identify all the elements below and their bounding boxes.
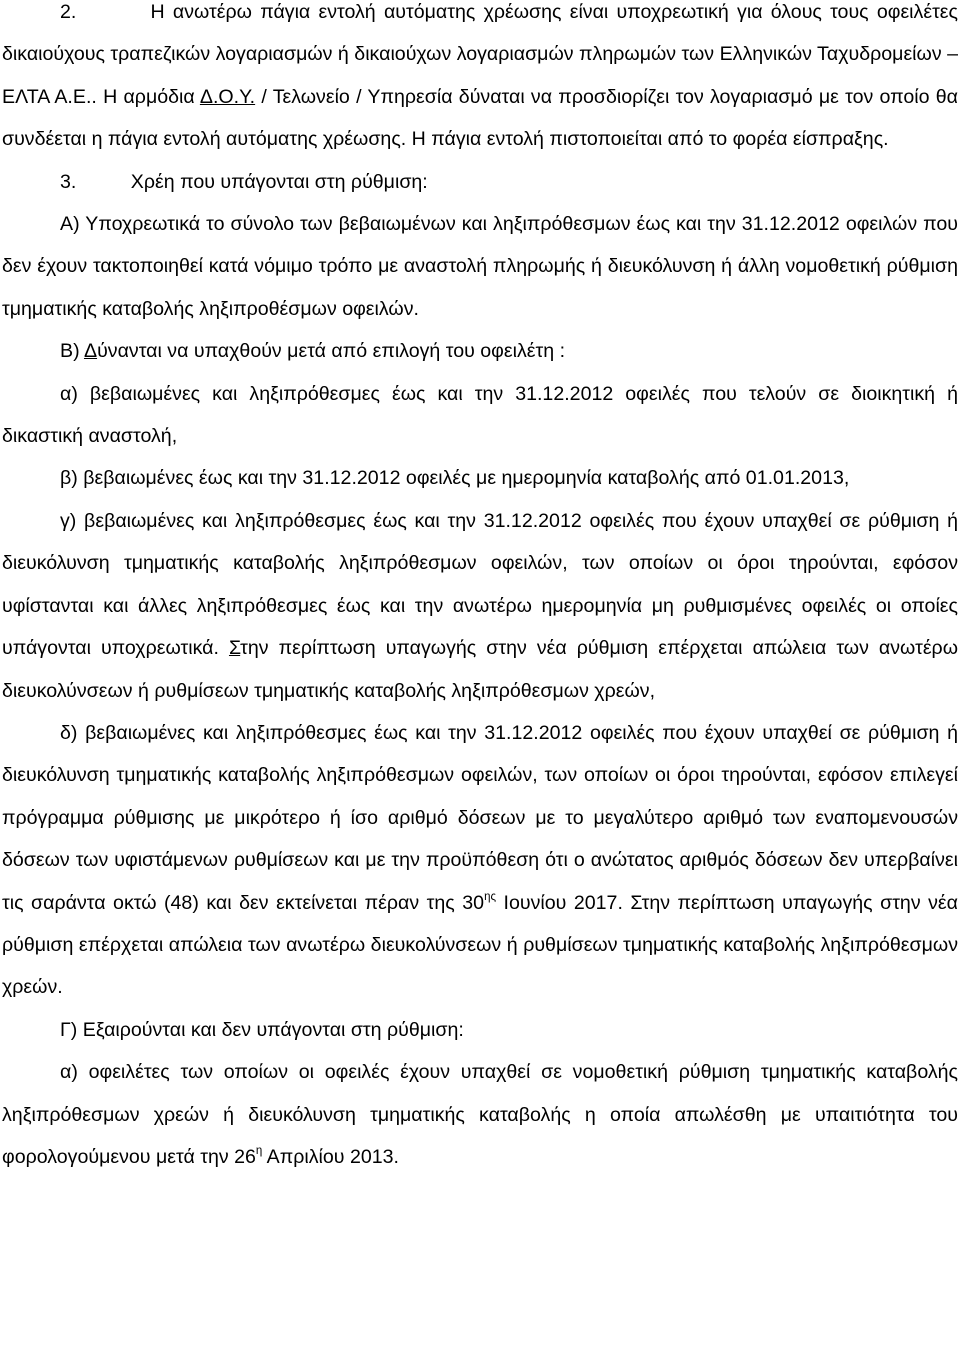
item-gamma-text-a: γ) βεβαιωμένες και ληξιπρόθεσμες έως και την 31.12.2012 οφειλές που έχουν υπαχθεί σε ρύθμιση ή διευκόλυνση τμηματικής καταβολής ληξιπρόθεσμων οφειλών, των οποίων οι όροι τηρούνται, εφόσον υφίστανται και άλλες ληξιπρόθεσμες έως και την ανωτέρω ημερομηνία μη ρυθμισμένες οφειλές οι οποίες υπάγονται υποχρεωτικά. — [2, 509, 958, 660]
item-c-alpha-text-b: Απριλίου 2013. — [262, 1145, 399, 1168]
paragraph-item-gamma — [2, 500, 958, 712]
item-3-number: 3. — [60, 170, 77, 193]
item-delta-text-b: Ιουνίου 2017. Στην περίπτωση υπαγωγής στην νέα ρύθμιση επέρχεται απώλεια των ανωτέρω διευκολύνσεων ή ρυθμίσεων τμηματικής καταβολής ληξιπρόθεσμων χρεών. — [2, 891, 958, 999]
item-2-text-b: / Τελωνείο / Υπηρεσία δύναται να προσδιορίζει τον λογαριασμό με τον οποίο θα συνδέεται η πάγια εντολή αυτόματης χρέωσης. Η πάγια εντολή πιστοποιείται από το φορέα είσπραξης. — [2, 85, 958, 151]
paragraph-section-c: Γ) Εξαιρούνται και δεν υπάγονται στη ρύθμιση: — [60, 1018, 464, 1041]
section-b-pre: Β) — [60, 340, 84, 363]
paragraph-item-c-alpha — [2, 1051, 958, 1178]
item-gamma-underlined: Σ — [228, 637, 241, 660]
section-b-underlined: Δ — [83, 340, 98, 363]
item-2-text-a: Η ανωτέρω πάγια εντολή αυτόματης χρέωσης είναι υποχρεωτική για όλους τους οφειλέτες δικαιούχους τραπεζικών λογαριασμών ή δικαιούχων λογαριασμών πληρωμών των Ελληνικών Ταχυδρομείων – ΕΛΤΑ Α.Ε.. Η αρμόδια — [2, 1, 958, 108]
item-c-alpha-text-a: α) οφειλέτες των οποίων οι οφειλές έχουν υπαχθεί σε νομοθετική ρύθμιση τμηματικής καταβολής ληξιπρόθεσμων χρεών ή διευκόλυνση τμηματικής καταβολής η οποία απωλέσθη με υπαιτιότητα του φορολογούμενου μετά την 26 — [2, 1061, 958, 1168]
paragraph-item-delta — [2, 712, 958, 1009]
item-gamma-text-b: την περίπτωση υπαγωγής στην νέα ρύθμιση επέρχεται απώλεια των ανωτέρω διευκολύνσεων ή ρυθμίσεων τμηματικής καταβολής ληξιπρόθεσμων χρεών, — [2, 637, 958, 702]
item-2-number: 2. — [60, 1, 77, 23]
paragraph-item-2 — [2, 0, 958, 161]
item-c-alpha-sup: η — [255, 1144, 263, 1157]
paragraph-section-a: Α) Υποχρεωτικά το σύνολο των βεβαιωμένων και ληξιπρόθεσμων έως και την 31.12.2012 οφειλών που δεν έχουν τακτοποιηθεί κατά νόμιμο τρόπο με αναστολή πληρωμής ή διευκόλυνση ή άλλη νομοθετική ρύθμιση τμηματικής καταβολής ληξιπροθέσμων οφειλών. — [2, 213, 958, 320]
paragraph-item-alpha: α) βεβαιωμένες και ληξιπρόθεσμες έως και την 31.12.2012 οφειλές που τελούν σε διοικητική ή δικαστική αναστολή, — [2, 382, 958, 448]
item-3-text: Χρέη που υπάγονται στη ρύθμιση: — [130, 170, 428, 193]
paragraph-item-3 — [2, 161, 958, 203]
section-b-post: ύνανται να υπαχθούν μετά από επιλογή του οφειλέτη : — [97, 340, 566, 363]
item-2-underlined: Δ.Ο.Υ. — [199, 85, 256, 108]
paragraph-section-b — [2, 330, 958, 372]
paragraph-item-beta: β) βεβαιωμένες έως και την 31.12.2012 οφειλές με ημερομηνία καταβολής από 01.01.2013, — [60, 467, 850, 490]
item-delta-sup: ης — [484, 890, 497, 903]
item-delta-text-a: δ) βεβαιωμένες και ληξιπρόθεσμες έως και την 31.12.2012 οφειλές που έχουν υπαχθεί σε ρύθμιση ή διευκόλυνση τμηματικής καταβολής ληξιπρόθεσμων οφειλών, των οποίων οι όροι τηρούνται, εφόσον επιλεγεί πρόγραμμα ρύθμισης με μικρότερο ή ίσο αριθμό δόσεων με το μεγαλύτερο αριθμό των εναπομενουσών δόσεων των υφιστάμενων ρυθμίσεων και με την προϋπόθεση ότι ο ανώτατος αριθμός δόσεων δεν υπερβαίνει τις σαράντα οκτώ (48) και δεν εκτείνεται πέραν της 30 — [2, 721, 958, 914]
